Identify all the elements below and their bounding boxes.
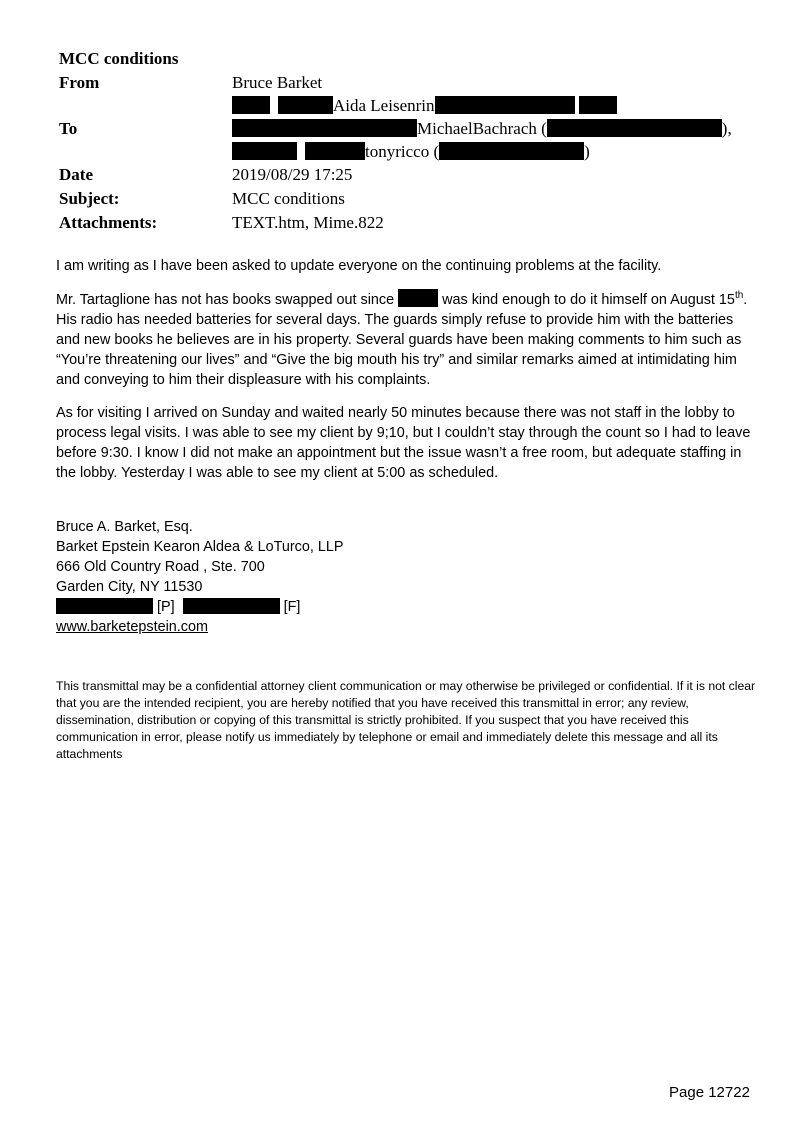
to-recipient-1: Aida Leisenrin [333, 96, 435, 115]
body-paragraph-2-part-b: was kind enough to do it himself on August 15 [442, 292, 735, 308]
email-body [56, 256, 756, 496]
redaction-box [232, 96, 270, 114]
body-paragraph-2-part-c: . His radio has needed batteries for several days. The guards simply refuse to provide him with the batteries and new books he believes are in his property. Several guards have been making comments to him such as “You’re threatening our lives” and “Give the big mouth his try” and similar remarks aimed at intimidating him and conveying to him their displeasure with his complaints. [56, 292, 748, 388]
attachments-value: TEXT.htm, Mime.822 [232, 213, 384, 232]
signature-address: 666 Old Country Road , Ste. 700 [56, 559, 265, 575]
signature-name: Bruce A. Barket, Esq. [56, 519, 193, 535]
redaction-box [398, 289, 438, 307]
date-label: Date [59, 165, 93, 184]
body-paragraph-2 [56, 289, 756, 390]
to-line-2 [232, 119, 732, 139]
from-label: From [59, 73, 100, 92]
subject-label: Subject: [59, 189, 120, 208]
to-line-1 [232, 96, 617, 116]
redaction-box [547, 119, 722, 137]
to-recipient-3: tonyricco ( [365, 142, 440, 161]
to-recipient-2: MichaelBachrach ( [417, 119, 547, 138]
signature-city: Garden City, NY 11530 [56, 579, 203, 595]
redaction-box [232, 119, 417, 137]
ordinal-superscript: th [734, 290, 744, 301]
redaction-box [435, 96, 575, 114]
redaction-box [439, 142, 584, 160]
signature-firm: Barket Epstein Kearon Aldea & LoTurco, LLP [56, 539, 344, 555]
date-value: 2019/08/29 17:25 [232, 165, 353, 184]
redaction-box [56, 598, 153, 614]
fax-tag: [F] [283, 599, 301, 615]
redaction-box [305, 142, 365, 160]
to-label: To [59, 119, 78, 138]
redaction-box [278, 96, 333, 114]
body-paragraph-1: I am writing as I have been asked to update everyone on the continuing problems at the facility. [56, 258, 662, 274]
redaction-box [183, 598, 280, 614]
page-number: Page 12722 [669, 1084, 750, 1101]
attachments-label: Attachments: [59, 213, 158, 232]
to-recipient-3-close: ) [584, 142, 590, 161]
to-line-3 [232, 142, 590, 162]
from-value: Bruce Barket [232, 73, 323, 92]
website-link[interactable]: www.barketepstein.com [56, 619, 208, 635]
body-paragraph-2-part-a: Mr. Tartaglione has not has books swapped out since [56, 292, 395, 308]
body-paragraph-3: As for visiting I arrived on Sunday and waited nearly 50 minutes because there was not staff in the lobby to process legal visits. I was able to see my client by 9;10, but I couldn’t stay through the count so I had to leave before 9:30. I know I did not make an appointment but the issue wasn’t a free room, but adequate staffing in the lobby. Yesterday I was able to see my client at 5:00 as scheduled. [56, 405, 751, 481]
email-subject-heading: MCC conditions [59, 49, 179, 68]
subject-value: MCC conditions [232, 189, 345, 208]
redaction-box [579, 96, 617, 114]
redaction-box [232, 142, 297, 160]
signature-contact-line [56, 597, 343, 617]
confidentiality-disclaimer: This transmittal may be a confidential attorney client communication or may otherwise be privileged or confidential. If it is not clear that you are the intended recipient, you are hereby notified that you have received this transmittal in error; any review, dissemination, distribution or copying of this transmittal is strictly prohibited. If you suspect that you have received this communication in error, please notify us immediately by telephone or email and immediately delete this message and all its attachments [56, 679, 756, 761]
signature-block [56, 517, 343, 637]
phone-tag: [P] [157, 599, 175, 615]
to-recipient-2-close: ), [721, 119, 732, 138]
